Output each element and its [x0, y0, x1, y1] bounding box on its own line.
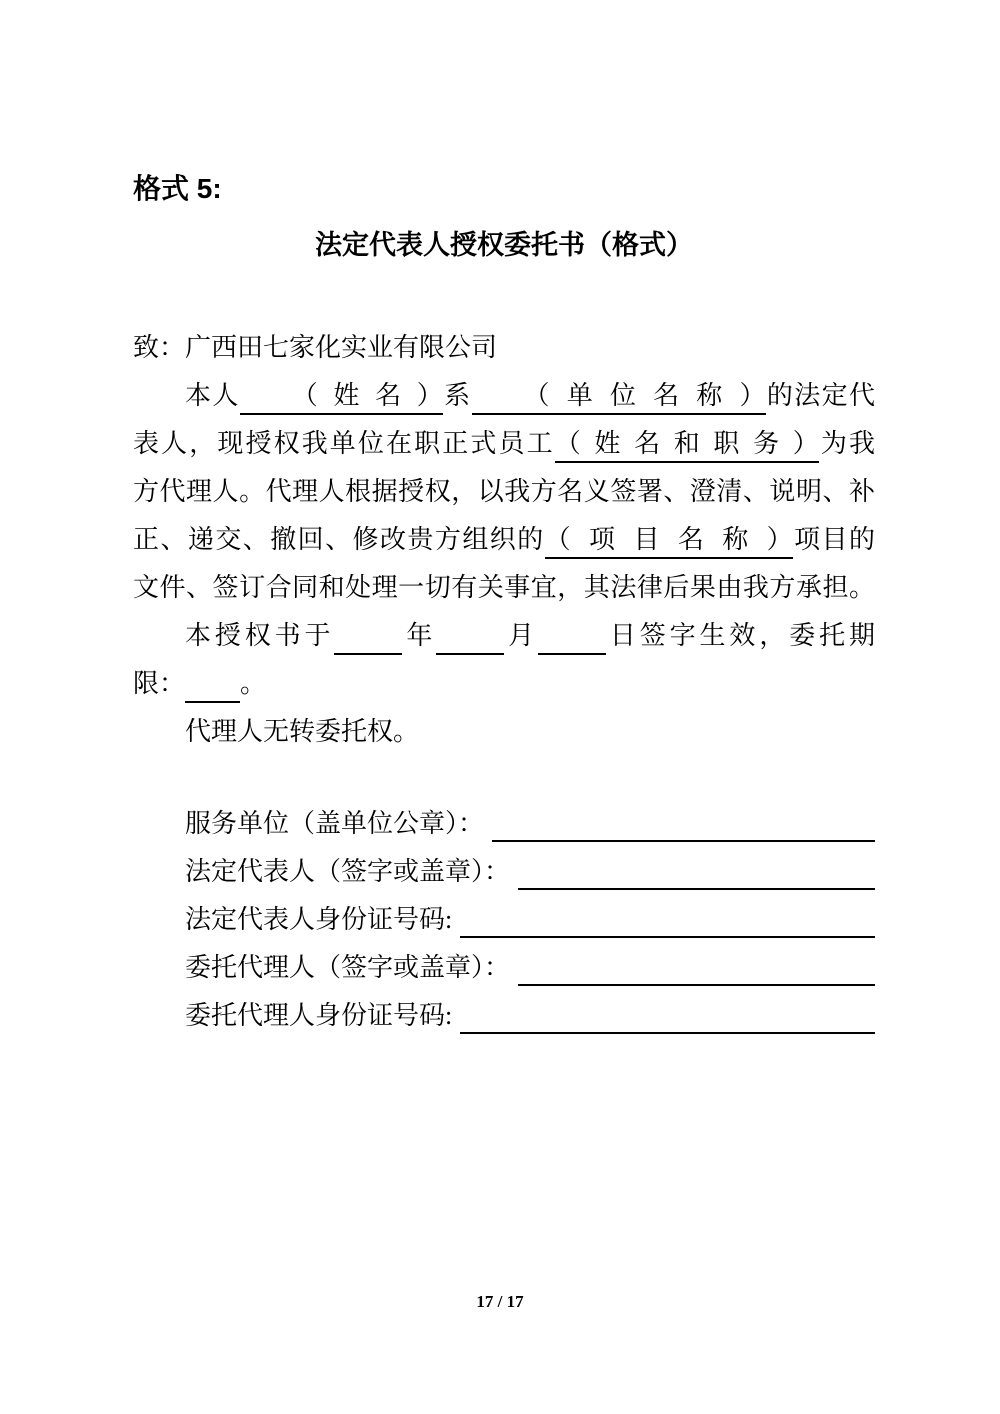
signature-line-service-unit [133, 800, 875, 848]
text-run: 正、递交、撤回、修改贵方组织的 [133, 525, 545, 554]
document-title: 法定代表人授权委托书（格式） [315, 230, 693, 260]
text-run: 法定代表人（签字或盖章）： [185, 857, 511, 886]
blank-field-with-hint: （姓名和职务） [555, 427, 819, 463]
text-run: 委托代理人（签字或盖章）： [185, 953, 511, 982]
signature-line-legal-rep-signature [133, 848, 875, 896]
authorization-line-1 [133, 372, 875, 420]
text-run: 项目的 [792, 525, 875, 554]
blank-field [436, 619, 504, 655]
blank-field-with-hint: （姓名） [240, 379, 443, 415]
format-label: 格式 5: [133, 173, 222, 204]
blank-field [185, 667, 240, 703]
blank-field [334, 619, 402, 655]
text-run: 年 [402, 621, 437, 650]
blank-field [460, 992, 875, 1034]
authorization-line-4 [133, 516, 875, 564]
authorization-line-3 [133, 468, 875, 516]
blank-field-with-hint: （单位名称） [472, 379, 766, 415]
blank-field [492, 800, 875, 842]
text-run: 月 [504, 621, 538, 650]
validity-line-1 [133, 612, 875, 660]
text-run: 的法定代 [765, 381, 875, 410]
blank-field [518, 848, 875, 890]
blank-field [460, 896, 875, 938]
text-run: 服务单位（盖单位公章）： [185, 809, 485, 838]
text-run: 表人，现授权我单位在职正式员工 [133, 429, 555, 458]
signature-line-agent-signature [133, 944, 875, 992]
text-run: 。 [240, 669, 267, 698]
text-run: 为我 [818, 429, 875, 458]
text-run: 文件、签订合同和处理一切有关事宜，其法律后果由我方承担。 [133, 573, 875, 602]
text-run: 日签字生效，委托期 [606, 621, 875, 650]
content-area [133, 0, 875, 1040]
page-number: 17 / 17 [476, 1292, 524, 1311]
text-run: 限： [133, 669, 186, 698]
signature-line-legal-rep-id [133, 896, 875, 944]
text-run: 代理人无转委托权。 [185, 717, 420, 746]
recipient-line [133, 324, 875, 372]
no-subdelegation-line [133, 708, 875, 756]
text-run: 委托代理人身份证号码: [185, 1001, 453, 1030]
text-run: 法定代表人身份证号码: [185, 905, 453, 934]
blank-field-with-hint: （项目名称） [545, 523, 793, 559]
signature-line-agent-id [133, 992, 875, 1040]
text-run: 本人 [185, 381, 240, 410]
text-run: 系 [442, 381, 472, 410]
text-run: 本授权书于 [185, 621, 335, 650]
blank-field [538, 619, 606, 655]
authorization-line-5 [133, 564, 875, 612]
authorization-line-2 [133, 420, 875, 468]
text-run: 致：广西田七家化实业有限公司 [133, 333, 498, 362]
validity-line-2 [133, 660, 875, 708]
blank-field [518, 944, 875, 986]
text-run: 方代理人。代理人根据授权，以我方名义签署、澄清、说明、补 [133, 477, 875, 506]
